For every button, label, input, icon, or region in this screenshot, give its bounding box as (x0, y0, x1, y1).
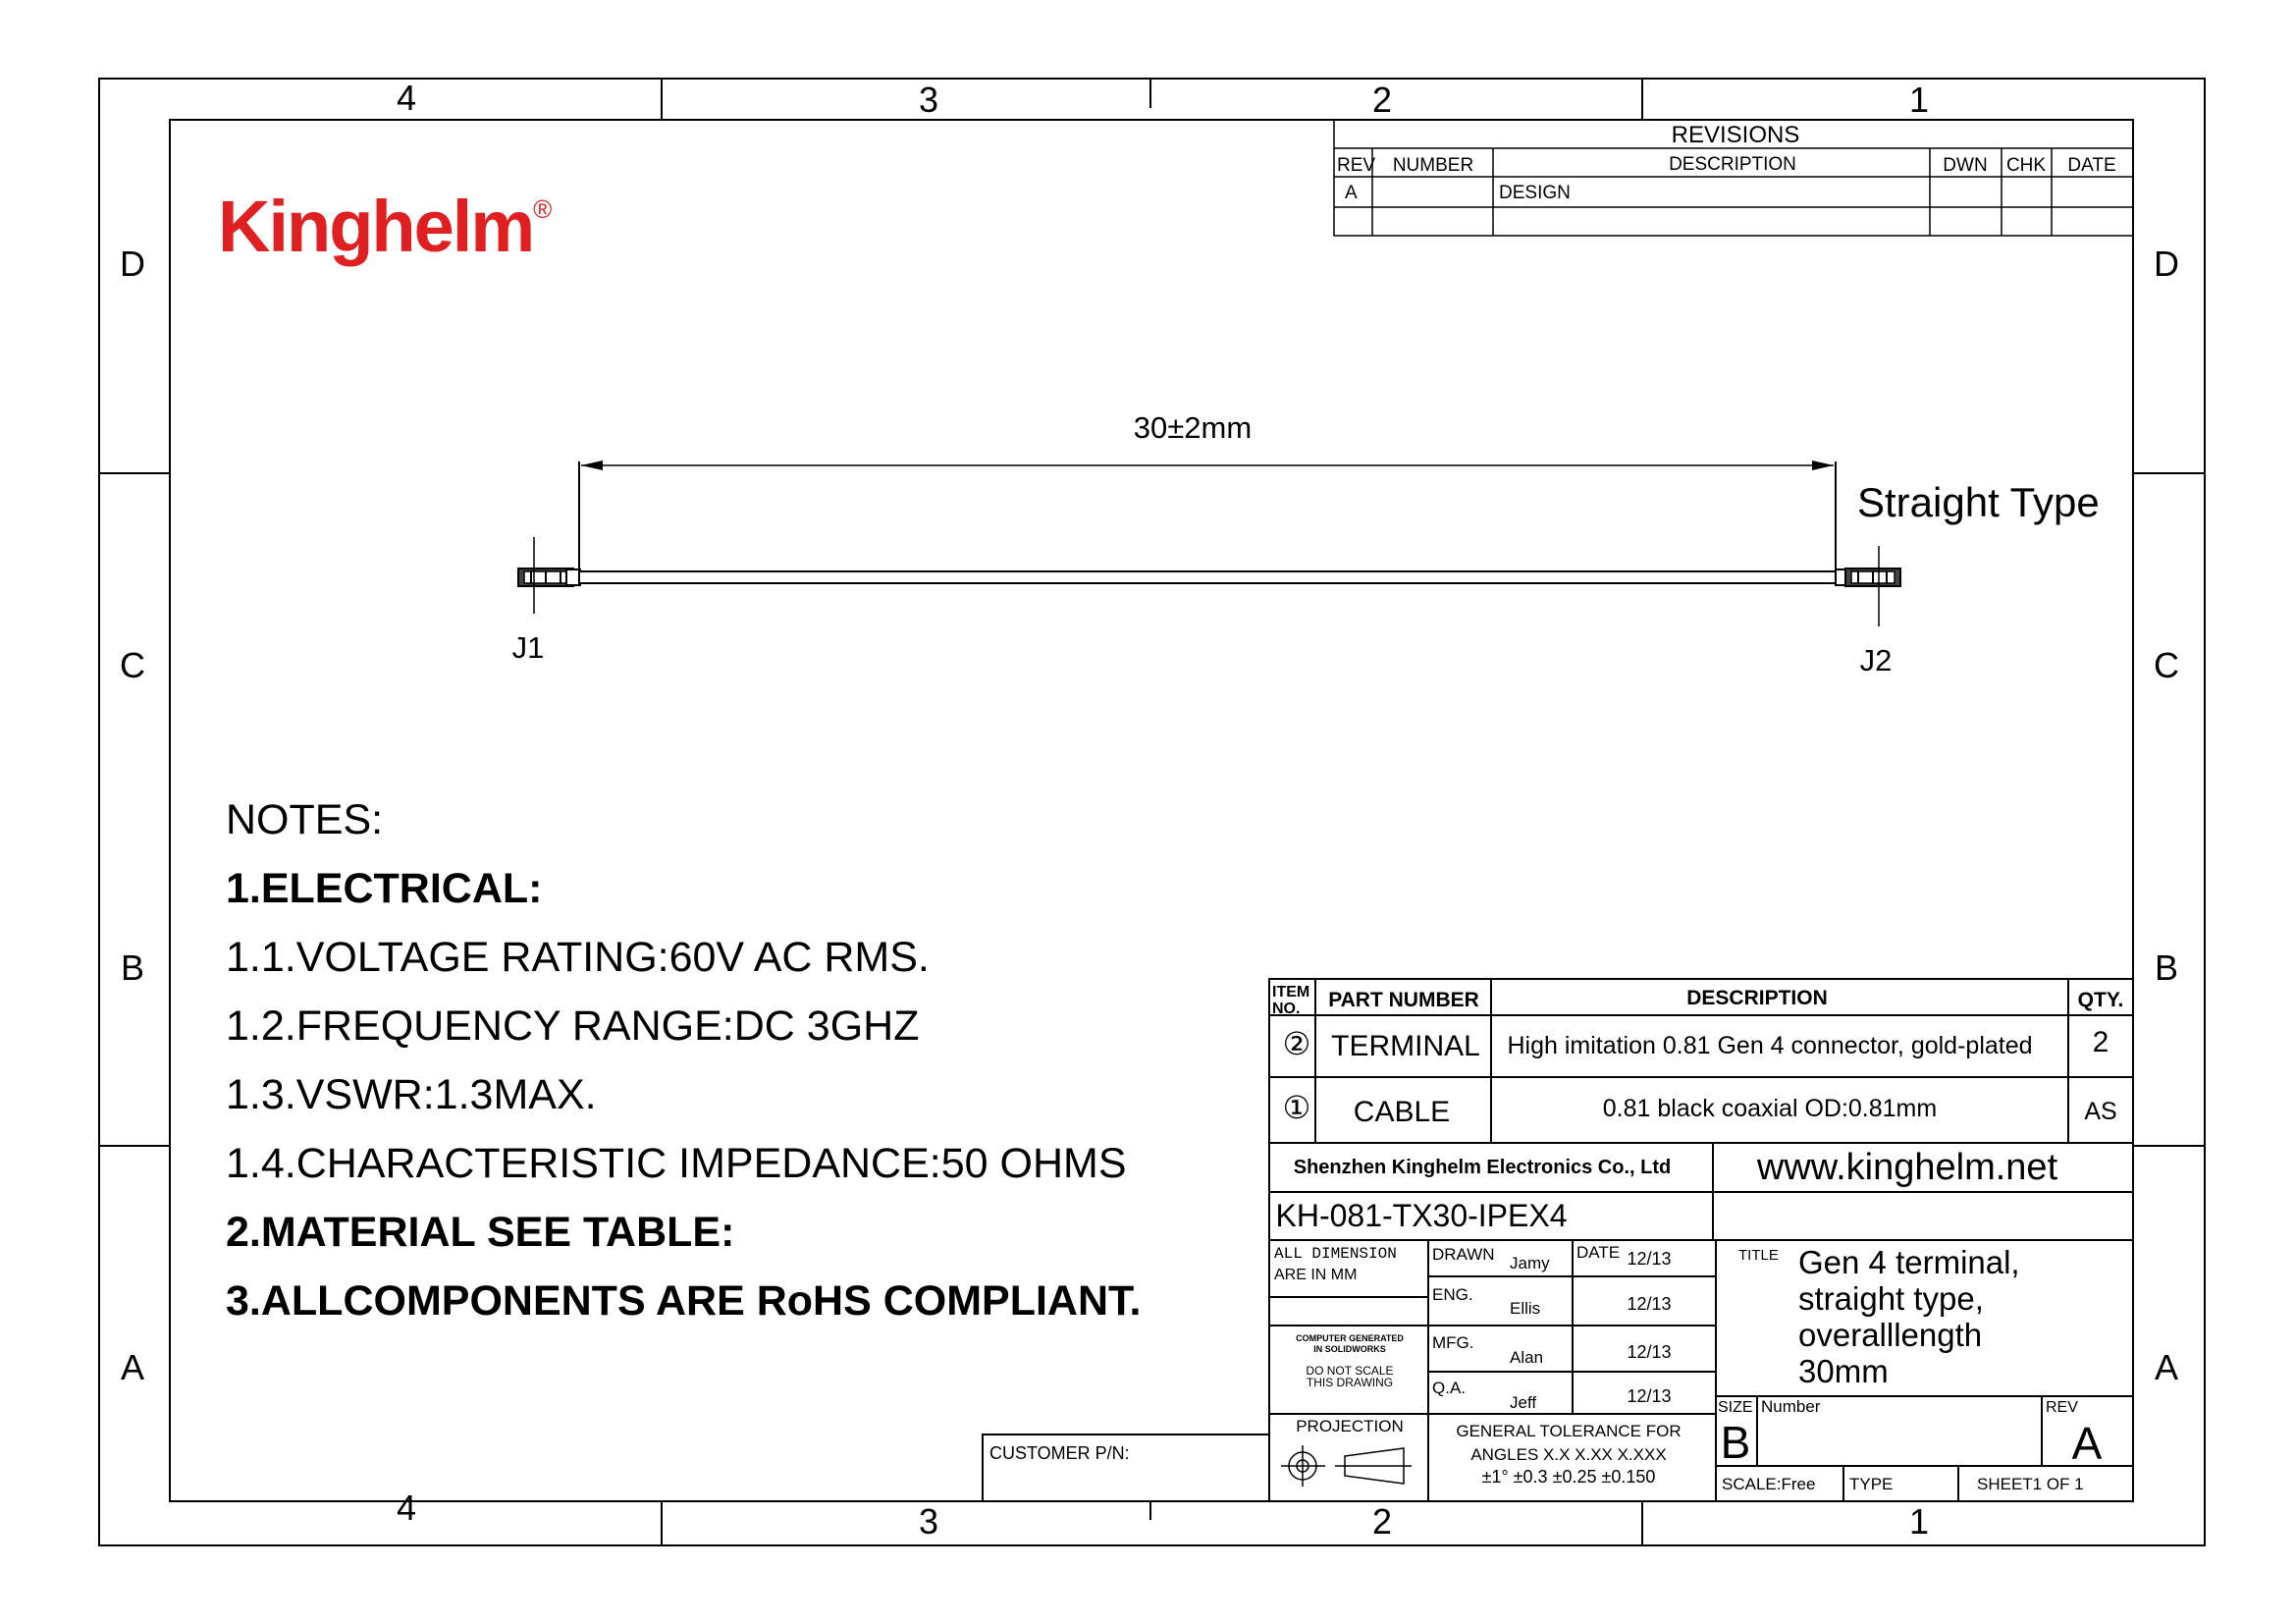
zone-col-bottom-0: 4 (396, 1488, 417, 1528)
drawn-date: 12/13 (1627, 1249, 1672, 1269)
mfg-date: 12/13 (1627, 1342, 1672, 1362)
title-line-2: straight type, (1798, 1280, 1984, 1317)
zone-col-top-3: 1 (1908, 80, 1930, 120)
scale-label: SCALE:Free (1722, 1475, 1816, 1493)
bom-header-no: NO. (1272, 1001, 1301, 1017)
note-item-3: 1.2.FREQUENCY RANGE:DC 3GHZ (226, 1002, 920, 1050)
size-label: SIZE (1718, 1399, 1753, 1416)
zone-col-top-1: 3 (918, 80, 939, 120)
title-line-4: 30mm (1798, 1353, 1889, 1389)
connector-j1: J1 (511, 630, 545, 665)
zone-row-left-0: D (120, 244, 145, 284)
bom-row-2-item: ① (1282, 1090, 1311, 1125)
rev-header-chk: CHK (2005, 155, 2047, 176)
note-item-1: 1.ELECTRICAL: (226, 865, 543, 912)
projection-symbol-icon (1281, 1445, 1412, 1487)
zone-col-bottom-2: 2 (1371, 1501, 1393, 1542)
title-label: TITLE (1738, 1247, 1779, 1264)
revisions-title: REVISIONS (1671, 122, 1800, 148)
website: www.kinghelm.net (1756, 1147, 2058, 1188)
note-item-6: 2.MATERIAL SEE TABLE: (226, 1209, 735, 1256)
mfg-label: MFG. (1432, 1333, 1474, 1352)
zone-row-right-0: D (2154, 244, 2179, 284)
qa-label: Q.A. (1432, 1379, 1467, 1397)
dimension (579, 460, 1836, 575)
rev-header-rev: REV (1337, 155, 1376, 176)
bom-row-2-part: CABLE (1353, 1096, 1451, 1128)
title-line-1: Gen 4 terminal, (1798, 1244, 2020, 1280)
zone-col-top-2: 2 (1371, 80, 1393, 120)
zone-row-left-1: C (120, 645, 145, 685)
tolerance-3: ±1° ±0.3 ±0.25 ±0.150 (1481, 1467, 1656, 1487)
rev-header-description: DESCRIPTION (1669, 154, 1796, 175)
qa-date: 12/13 (1627, 1386, 1672, 1406)
bom-row-1-part: TERMINAL (1331, 1030, 1480, 1062)
dimension-label: 30±2mm (1133, 410, 1253, 445)
kinghelm-logo (218, 185, 552, 268)
zone-row-right-2: B (2154, 947, 2179, 988)
cable-drawing (518, 537, 1900, 626)
customer-pn: CUSTOMER P/N: (989, 1443, 1130, 1463)
bom-header-desc: DESCRIPTION (1686, 987, 1828, 1009)
rev-header-number: NUMBER (1392, 155, 1474, 176)
zone-row-right-3: A (2154, 1347, 2179, 1387)
drawn-name: Jamy (1510, 1254, 1550, 1272)
zone-col-bottom-3: 1 (1908, 1501, 1930, 1542)
note-item-5: 1.4.CHARACTERISTIC IMPEDANCE:50 OHMS (226, 1140, 1127, 1187)
computer-generated-2: IN SOLIDWORKS (1313, 1344, 1386, 1354)
note-item-7: 3.ALLCOMPONENTS ARE RoHS COMPLIANT. (226, 1277, 1142, 1325)
notes-heading: NOTES: (226, 796, 384, 843)
bom-row-1-item: ② (1282, 1026, 1311, 1061)
sheet-label: SHEET1 OF 1 (1977, 1475, 2084, 1493)
note-item-4: 1.3.VSWR:1.3MAX. (226, 1071, 597, 1118)
bom-header-item: ITEM (1272, 984, 1310, 1001)
rev-header-dwn: DWN (1943, 155, 1988, 176)
date-label: DATE (1576, 1243, 1621, 1262)
company-name: Shenzhen Kinghelm Electronics Co., Ltd (1293, 1157, 1672, 1178)
rev-header-date: DATE (2067, 155, 2116, 176)
bom-text (1272, 984, 2123, 1128)
logo-text: Kinghelm (218, 186, 534, 267)
bom-row-1-qty: 2 (2092, 1026, 2109, 1058)
type-label: Straight Type (1857, 479, 2100, 525)
computer-generated-1: COMPUTER GENERATED (1296, 1333, 1404, 1343)
projection-label: PROJECTION (1296, 1417, 1404, 1435)
title-line-3: overalllength (1798, 1317, 1983, 1353)
no-scale-2: THIS DRAWING (1306, 1376, 1394, 1389)
eng-date: 12/13 (1627, 1294, 1672, 1314)
revisions-text (1337, 122, 2116, 203)
rev-row-rev: A (1345, 183, 1358, 203)
rev-value: A (2071, 1418, 2103, 1469)
tolerance-1: GENERAL TOLERANCE FOR (1456, 1422, 1682, 1440)
eng-name: Ellis (1510, 1299, 1541, 1318)
part-no: KH-081-TX30-IPEX4 (1275, 1198, 1568, 1233)
bom-row-1-desc: High imitation 0.81 Gen 4 connector, gold-plated (1507, 1032, 2033, 1059)
bom-row-2-qty: AS (2084, 1098, 2117, 1125)
no-scale-1: DO NOT SCALE (1306, 1364, 1394, 1378)
dim-note-2: ARE IN MM (1274, 1267, 1358, 1283)
registered-mark: ® (533, 194, 553, 224)
bom-row-2-desc: 0.81 black coaxial OD:0.81mm (1602, 1095, 1938, 1122)
tolerance-2: ANGLES X.X X.XX X.XXX (1470, 1445, 1667, 1464)
bom-header-qty: QTY. (2077, 989, 2124, 1011)
zone-row-left-3: A (120, 1347, 145, 1387)
zone-col-top-0: 4 (396, 78, 417, 118)
notes-block (226, 785, 1141, 1335)
size-value: B (1720, 1417, 1751, 1468)
zone-row-right-1: C (2154, 645, 2179, 685)
note-item-2: 1.1.VOLTAGE RATING:60V AC RMS. (226, 934, 930, 981)
title-block-text (989, 1147, 2103, 1493)
bom-header-part: PART NUMBER (1328, 989, 1479, 1011)
drawn-label: DRAWN (1432, 1245, 1495, 1264)
connector-j2: J2 (1859, 643, 1893, 677)
rev-label: REV (2046, 1399, 2078, 1416)
eng-label: ENG. (1432, 1285, 1473, 1304)
rev-row-description: DESIGN (1499, 183, 1571, 203)
qa-name: Jeff (1510, 1393, 1537, 1412)
mfg-name: Alan (1510, 1348, 1544, 1367)
type-field-label: TYPE (1849, 1475, 1894, 1493)
zone-col-bottom-1: 3 (918, 1501, 939, 1542)
number-label: Number (1761, 1397, 1821, 1416)
zone-row-left-2: B (120, 947, 145, 988)
dim-note-1: ALL DIMENSION (1274, 1245, 1397, 1263)
